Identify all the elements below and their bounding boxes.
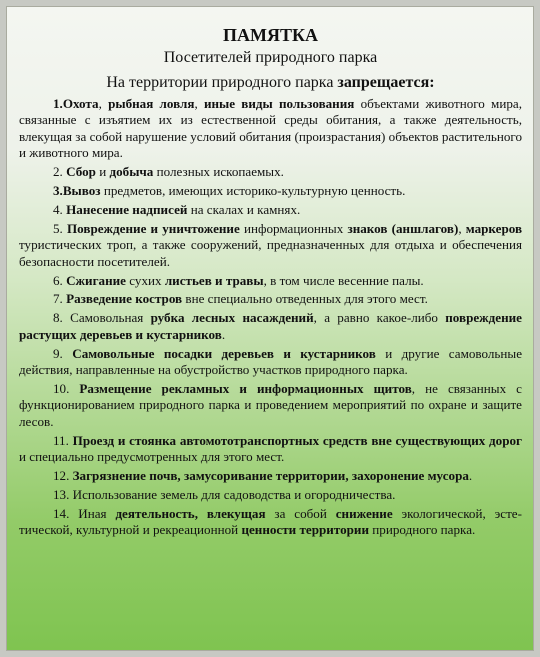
rule-item-12: 12. Загрязнение почв, замусоривание территории, захоронение мусора. xyxy=(53,468,473,484)
rule-item-11: 11. Проезд и стоянка автомототранспортных средств вне существующих дорог и специально предусмотренных для этого мест. xyxy=(19,432,522,465)
rule-item-4: 4. Нанесение надписей на скалах и камнях. xyxy=(53,201,301,217)
rule-item-3: 3.Вывоз предметов, имеющих историко-культурную ценность. xyxy=(53,183,406,199)
notice-title: ПАМЯТКА xyxy=(222,25,319,45)
prohibition-heading-bold: запрещается: xyxy=(337,74,435,91)
rule-item-1: 1.Охота, рыбная ловля, иные виды пользования объектами животного мира, связанные с изъятием их из естественной среды обитания, а также деятельность, влекущая за собой нарушение условий обитания (произрастания) объектов растительного и животного мира. xyxy=(19,96,522,161)
rule-item-13: 13. Использование земель для садоводства и огородничества. xyxy=(53,486,396,502)
rule-item-6: 6. Сжигание сухих листьев и травы, в том числе весенние палы. xyxy=(53,272,424,288)
rule-item-9: 9. Самовольные посадки деревьев и кустарников и другие самовольные действия, направленные на обустройство участков природного парка. xyxy=(19,345,522,378)
prohibition-heading-prefix: На территории природного парка xyxy=(106,74,338,91)
notice-board xyxy=(6,6,534,651)
prohibition-heading xyxy=(19,73,522,93)
rule-item-7: 7. Разведение костров вне специально отведенных для этого мест. xyxy=(53,291,428,307)
notice-subtitle: Посетителей природного парка xyxy=(163,49,378,66)
rule-item-5: 5. Повреждение и уничтожение информационных знаков (аншлагов), маркеров туристических троп, а также сооружений, предназначенных для отдыха и обеспечения безопасности посетителей. xyxy=(19,220,523,269)
rule-item-8: 8. Самовольная рубка лесных насаждений, а равно какое-либо повреждение растущих деревьев и кустарников. xyxy=(19,310,522,342)
rule-item-10: 10. Размещение рекламных и информационных щитов, не связанных с функционированием природного парка и проведением мероприятий по охране и защите лесов. xyxy=(19,381,522,429)
rule-item-14: 14. Иная деятельность, влекущая за собой снижение экологической, эстетической, культурной и рекреационной ценности территории природного парка. xyxy=(19,505,522,538)
rule-item-2: 2. Сбор и добыча полезных ископаемых. xyxy=(53,164,284,180)
